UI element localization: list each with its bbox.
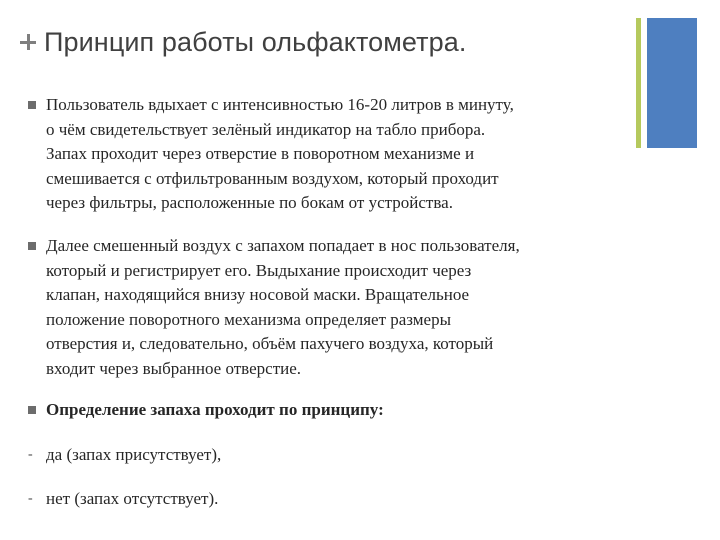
dash-bullet-icon: - (28, 447, 33, 462)
text-line: о чём свидетельствует зелёный индикатор на табло прибора. (46, 119, 486, 139)
text-line: Определение запаха проходит по принципу: (46, 400, 384, 419)
text-line: положение поворотного механизма определяет размеры (46, 309, 451, 329)
square-bullet-icon (28, 406, 36, 414)
bullet-item-mixed-air (28, 234, 628, 381)
slide-title: Принцип работы ольфактометра. (44, 26, 467, 57)
bullet-text (46, 93, 628, 216)
text-line: Запах проходит через отверстие в поворотном механизме и (46, 144, 475, 163)
dash-bullet-icon: - (28, 491, 33, 506)
dash-item-no (28, 487, 218, 512)
text-line: входит через выбранное отверстие. (46, 358, 302, 378)
text-line: отверстия и, следовательно, объём пахучего воздуха, который (46, 334, 494, 353)
square-bullet-icon (28, 101, 36, 109)
dash-item-text: да (запах присутствует), (46, 445, 222, 464)
square-bullet-icon (28, 242, 36, 250)
dash-item-yes (28, 443, 221, 468)
bullet-text (46, 398, 628, 423)
text-line: клапан, находящийся внизу носовой маски. Вращательное (46, 285, 470, 304)
bullet-item-inhalation (28, 93, 628, 216)
text-line: смешивается с отфильтрованным воздухом, который проходит (46, 168, 499, 188)
bullet-text (46, 234, 628, 381)
text-line: Далее смешенный воздух с запахом попадает в нос пользователя, (46, 236, 520, 255)
dash-item-text: нет (запах отсутствует). (46, 489, 219, 508)
text-line: через фильтры, расположенные по бокам от устройства. (46, 193, 453, 212)
text-line: который и регистрирует его. Выдыхание происходит через (46, 260, 472, 280)
bullet-item-principle (28, 398, 628, 423)
text-line: Пользователь вдыхает с интенсивностью 16-20 литров в минуту, (46, 95, 514, 114)
